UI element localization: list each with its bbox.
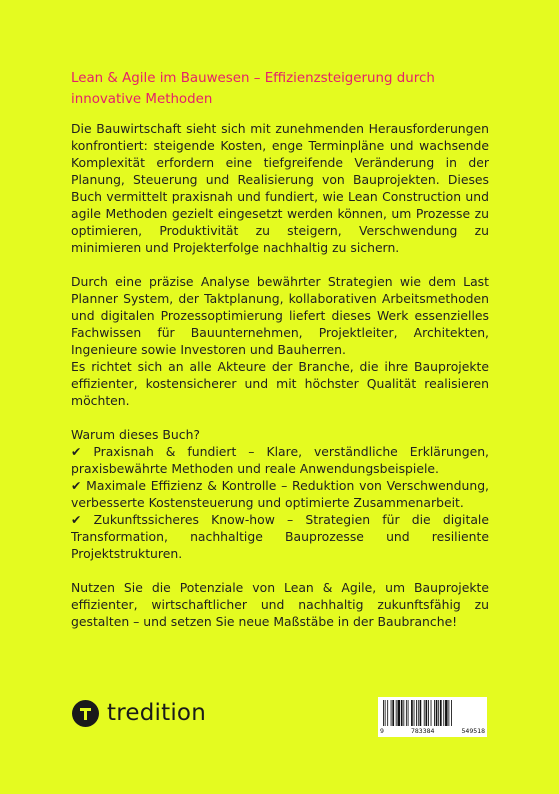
publisher-name: tredition [107,700,206,726]
barcode-bar [428,700,429,726]
barcode-bar [414,700,415,726]
blurb [71,120,489,688]
barcode-bar [396,700,397,726]
tredition-logo-icon [72,700,99,727]
barcode-bar [424,700,425,726]
isbn-digit-prefix: 9 [380,727,384,735]
barcode-bar [438,700,439,726]
barcode-bar [383,700,384,726]
publisher-logo [72,699,206,727]
barcode-bar [385,700,386,726]
paragraph-audience: Es richtet sich an alle Akteure der Branche, die ihre Bauprojekte effizienter, kostensicherer und mit höchster Qualität realisieren möchten. [71,359,489,408]
back-cover [71,0,489,794]
why-heading: Warum dieses Buch? [71,427,201,442]
barcode-bar [443,700,444,726]
barcode-bar [387,700,388,726]
barcode-bar [448,700,449,726]
isbn-digit-left: 783384 [410,727,435,735]
bullet-effizienz: ✔ Maximale Effizienz & Kontrolle – Reduktion von Verschwendung, verbesserte Kostensteuerung und optimierte Zusammenarbeit. [71,477,489,511]
barcode-bar [403,700,404,726]
barcode-bar [392,700,394,726]
barcode-bar [431,700,432,726]
barcode-bar [401,700,403,726]
barcode-bar [426,700,428,726]
barcode-bar [416,700,417,726]
barcode-bar [408,700,409,726]
barcode-bar [406,700,407,726]
barcode-bar [434,700,435,726]
bullet-zukunft: ✔ Zukunftssicheres Know-how – Strategien für die digitale Transformation, nachhaltige Bauprozesse und resiliente Projektstrukturen. [71,511,489,562]
isbn-barcode [378,697,487,737]
paragraph-intro: Die Bauwirtschaft sieht sich mit zunehmenden Herausforderungen konfrontiert: steigende Kosten, enge Terminpläne und wachsende Komplexität erfordern eine tiefgreifende Veränderung in der Planung, Steuerung und Realisierung von Bauprojekten. Dieses Buch vermittelt praxisnah und fundiert, wie Lean Construction und agile Methoden gezielt eingesetzt werden können, um Prozesse zu optimieren, Produktivität zu steigern, Verschwendung zu minimieren und Projekterfolge nachhaltig zu sichern. [71,121,489,255]
barcode-bar [397,700,400,726]
barcode-bar [445,700,448,726]
bullet-praxisnah: ✔ Praxisnah & fundiert – Klare, verständliche Erklärungen, praxisbewährte Methoden und reale Anwendungsbeispiele. [71,443,489,477]
barcode-bars [381,700,484,726]
book-title: Lean & Agile im Bauwesen – Effizienzsteigerung durch innovative Methoden [71,71,435,107]
barcode-bar [436,700,438,726]
isbn-digit-right: 549518 [461,727,485,735]
barcode-bar [391,700,392,726]
barcode-bar [418,700,419,726]
barcode-bar [440,700,442,726]
barcode-bar [451,700,452,726]
paragraph-analysis: Durch eine präzise Analyse bewährter Strategien wie dem Last Planner System, der Taktplanung, kollaborativen Arbeitsmethoden und digitalen Prozessoptimierung liefert dieses Werk essenzielles Fachwissen für Bauunternehmen, Projektleiter, Architekten, Ingenieure sowie Investoren und Bauherren. [71,274,489,357]
barcode-bar [411,700,413,726]
barcode-bar [420,700,422,726]
paragraph-closing: Nutzen Sie die Potenziale von Lean & Agile, um Bauprojekte effizienter, wirtschaftlicher und nachhaltig zukunftsfähig zu gestalten – und setzen Sie neue Maßstäbe in der Baubranche! [71,580,489,629]
